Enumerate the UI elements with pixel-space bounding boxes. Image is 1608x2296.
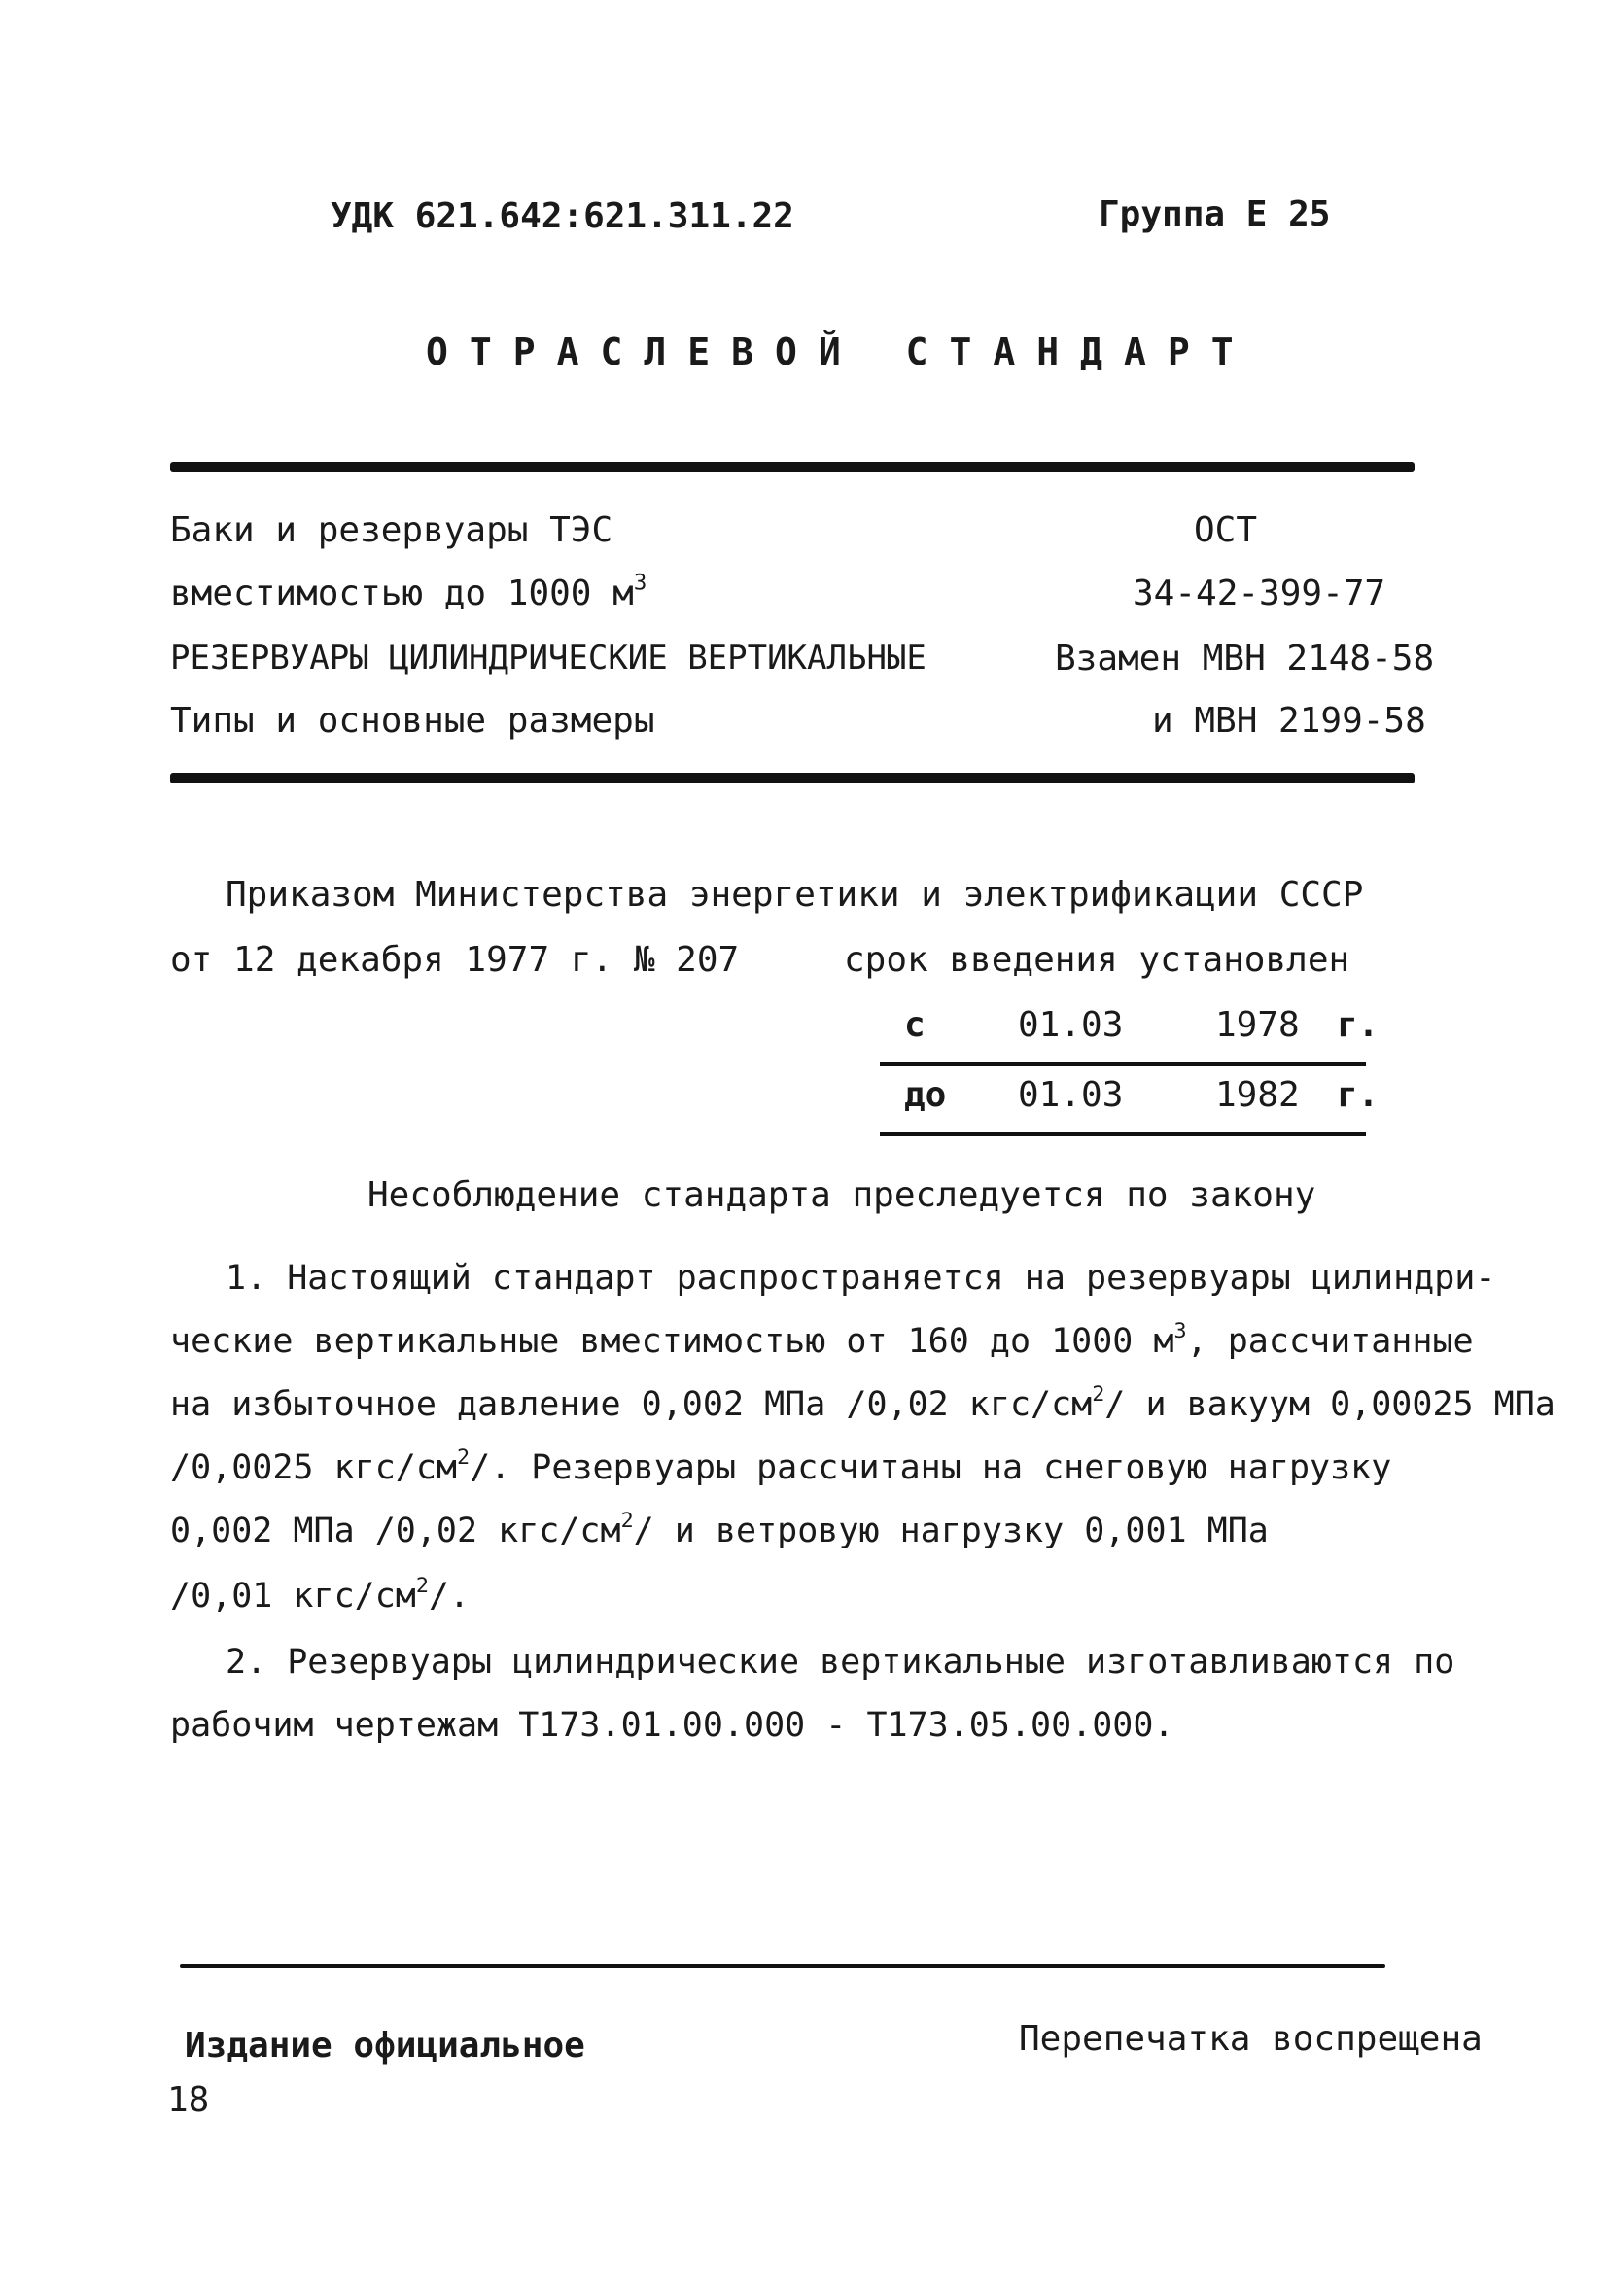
date-row-from bbox=[880, 996, 1380, 1066]
page-number: 18 bbox=[167, 2080, 210, 2120]
block-left-line-3: РЕЗЕРВУАРЫ ЦИЛИНДРИЧЕСКИЕ ВЕРТИКАЛЬНЫЕ bbox=[170, 639, 926, 678]
date-unit: г. bbox=[1337, 1075, 1380, 1115]
date-unit: г. bbox=[1337, 1005, 1380, 1045]
order-line-1: Приказом Министерства энергетики и электрификации СССР bbox=[226, 875, 1364, 915]
date-prefix: с bbox=[904, 1005, 926, 1045]
order-date-number: от 12 декабря 1977 г. № 207 bbox=[170, 940, 740, 980]
block-divider bbox=[170, 773, 1415, 783]
paragraph-2-line-2: рабочим чертежам Т173.01.00.000 - Т173.05.00.000. bbox=[170, 1706, 1174, 1745]
replaces-line-2: и МВН 2199-58 bbox=[1152, 701, 1426, 741]
date-value: 01.03 bbox=[1018, 1075, 1124, 1115]
date-year: 1982 bbox=[1215, 1075, 1300, 1115]
paragraph-2-line-1: 2. Резервуары цилиндрические вертикальные изготавливаются по bbox=[226, 1643, 1455, 1682]
date-value: 01.03 bbox=[1018, 1005, 1124, 1045]
paragraph-1-line-1: 1. Настоящий стандарт распространяется на резервуары цилиндри- bbox=[226, 1259, 1496, 1298]
effective-term-label: срок введения установлен bbox=[844, 940, 1350, 980]
official-edition-label: Издание официальное bbox=[185, 2026, 585, 2066]
page-title: ОТРАСЛЕВОЙ СТАНДАРТ bbox=[426, 330, 1255, 373]
date-prefix: до bbox=[904, 1075, 947, 1115]
paragraph-1-line-3: на избыточное давление 0,002 МПа /0,02 кгс/$см^2/$ и вакуум 0,00025 МПа bbox=[170, 1381, 1556, 1424]
effective-dates-table bbox=[880, 996, 1380, 1136]
standard-label: ОСТ bbox=[1194, 510, 1258, 550]
udk-code: УДК 621.642:621.311.22 bbox=[331, 196, 794, 236]
date-year: 1978 bbox=[1215, 1005, 1300, 1045]
paragraph-1-line-6: /0,01 кгс/$см^2/$. bbox=[170, 1573, 471, 1616]
paragraph-1-line-2: ческие вертикальные вместимостью от 160 до 1000 $м^3$, рассчитанные bbox=[170, 1318, 1474, 1361]
volume-unit-superscript: 3 bbox=[633, 570, 647, 596]
standard-number: 34-42-399-77 bbox=[1133, 574, 1386, 613]
paragraph-1-line-4: /0,0025 кгс/$см^2/$. Резервуары рассчитаны на снеговую нагрузку bbox=[170, 1444, 1392, 1487]
top-divider bbox=[170, 462, 1415, 472]
date-row-to bbox=[880, 1066, 1380, 1136]
group-code: Группа Е 25 bbox=[1099, 194, 1331, 234]
law-notice: Несоблюдение стандарта преследуется по закону bbox=[367, 1175, 1316, 1215]
replaces-line-1: Взамен МВН 2148-58 bbox=[1055, 639, 1435, 678]
block-left-line-1: Баки и резервуары ТЭС bbox=[170, 510, 613, 550]
reprint-prohibited-label: Перепечатка воспрещена bbox=[1019, 2019, 1483, 2059]
block-left-line-2: вместимостью до 1000 $м^3$ bbox=[170, 570, 647, 613]
footer-divider bbox=[180, 1964, 1385, 1968]
block-left-line-4: Типы и основные размеры bbox=[170, 701, 655, 741]
paragraph-1-line-5: 0,002 МПа /0,02 кгс/$см^2/$ и ветровую нагрузку 0,001 МПа bbox=[170, 1508, 1269, 1550]
